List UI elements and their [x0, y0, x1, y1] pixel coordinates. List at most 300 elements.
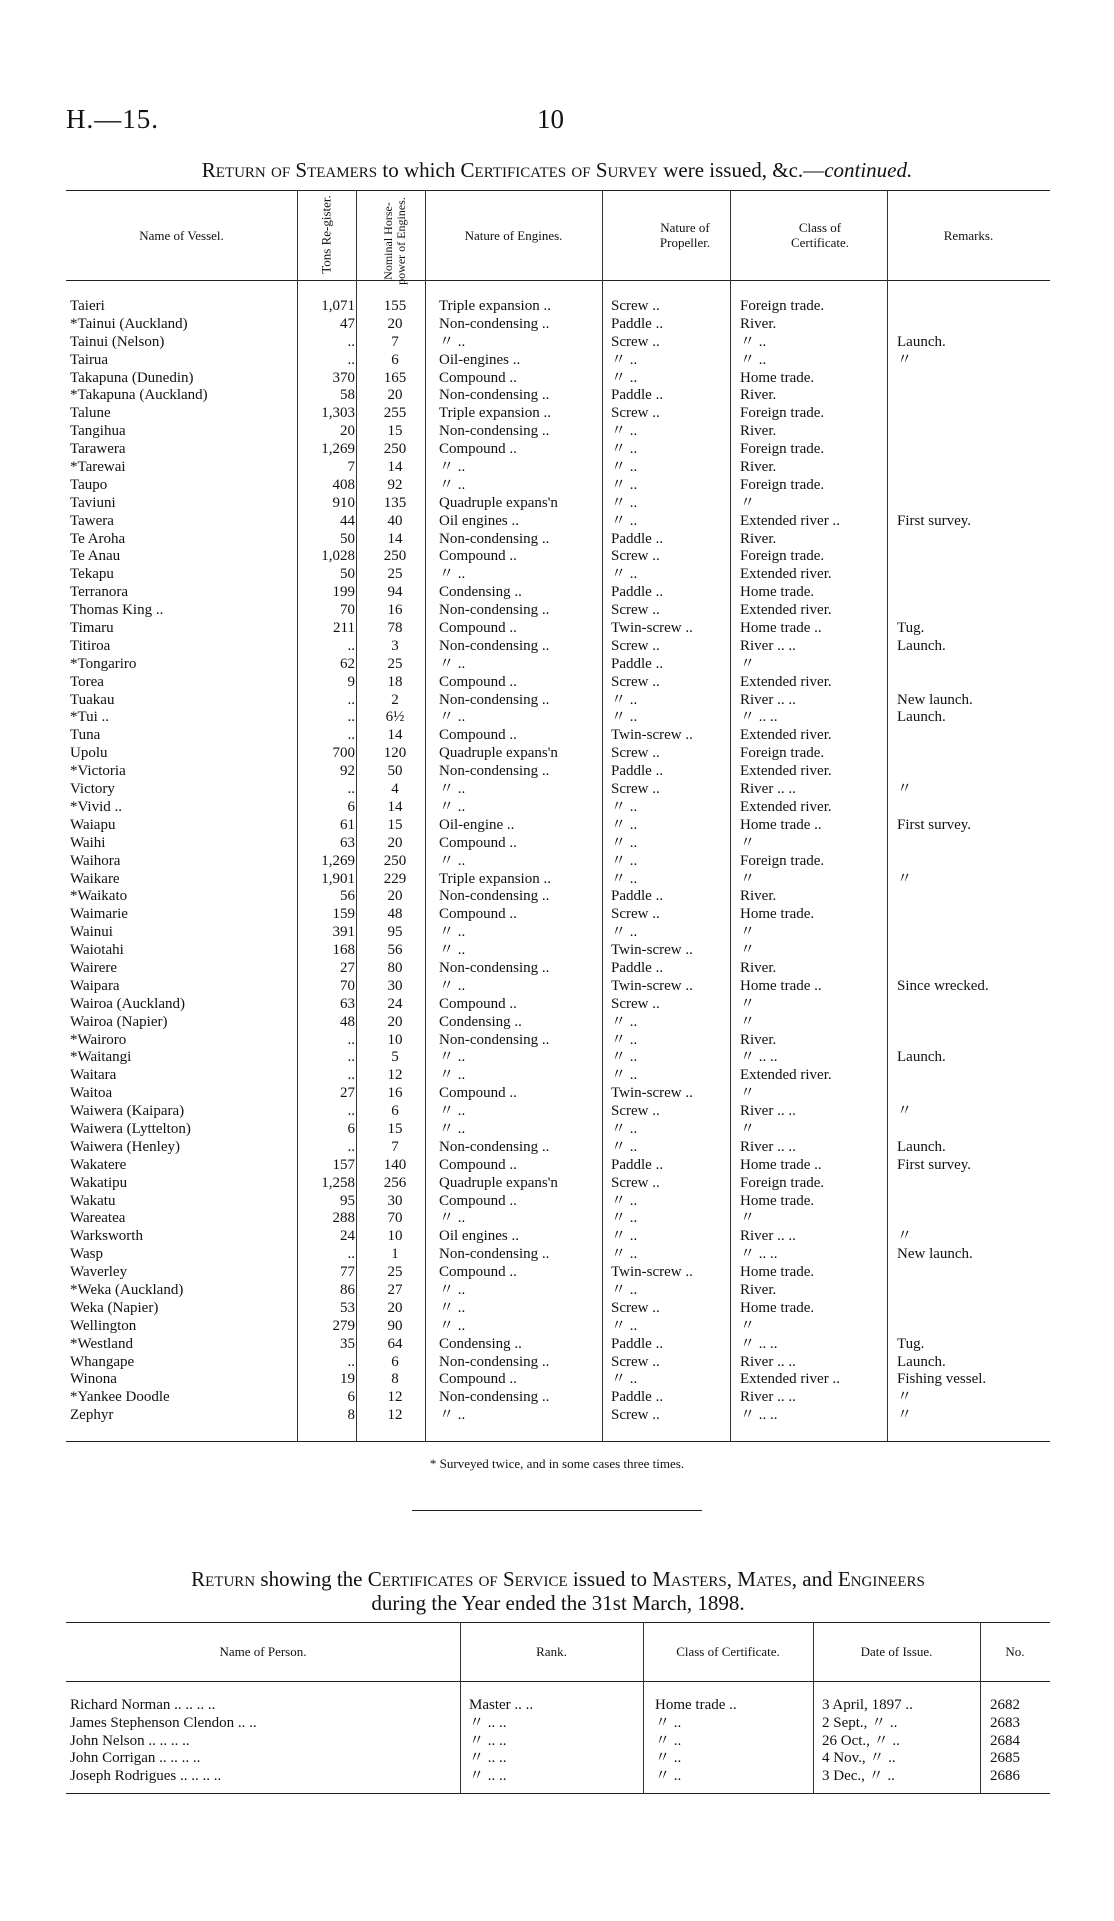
engine-type: 〃 ..	[439, 459, 466, 476]
tons-register: 6	[347, 1389, 355, 1406]
vessel-name: Zephyr	[70, 1407, 114, 1424]
table-row	[0, 423, 1114, 441]
table-row	[0, 763, 1114, 781]
propeller-type: Paddle ..	[611, 1156, 664, 1173]
table-row	[0, 1389, 1114, 1407]
tons-register: 27	[340, 1085, 355, 1102]
horse-power: 256	[383, 1174, 407, 1191]
person-name: John Nelson .. .. .. ..	[70, 1732, 190, 1749]
vessel-name: Wairoa (Auckland)	[70, 995, 185, 1012]
table-row	[0, 924, 1114, 942]
table-row	[0, 1300, 1114, 1318]
engine-type: Non-condensing ..	[439, 1389, 550, 1406]
propeller-type: 〃 ..	[611, 512, 638, 529]
engine-type: Compound ..	[439, 727, 517, 744]
table-row	[0, 1193, 1114, 1211]
horse-power: 25	[387, 655, 403, 672]
tons-register: 700	[332, 745, 355, 762]
certificate-class: 〃 ..	[655, 1732, 682, 1749]
engine-type: 〃 ..	[439, 924, 466, 941]
propeller-type: Paddle ..	[611, 959, 664, 976]
tons-register: 27	[340, 959, 355, 976]
propeller-type: Screw ..	[611, 333, 660, 350]
person-name: Richard Norman .. .. .. ..	[70, 1697, 216, 1713]
tons-register: 50	[340, 566, 355, 583]
engine-type: Triple expansion ..	[439, 405, 551, 422]
propeller-type: Screw ..	[611, 298, 660, 314]
tons-register: ..	[347, 727, 355, 744]
tons-register: 168	[332, 942, 355, 959]
vessel-name: Timaru	[70, 620, 114, 637]
tons-register: ..	[347, 1138, 355, 1155]
propeller-type: Paddle ..	[611, 315, 664, 332]
table-row	[0, 1318, 1114, 1336]
table-row	[0, 960, 1114, 978]
horse-power: 6	[391, 351, 399, 368]
certificate-class: 〃 ..	[740, 333, 767, 350]
vessel-name: *Victoria	[70, 763, 126, 780]
propeller-type: Twin-screw ..	[611, 727, 693, 744]
table-row	[0, 1768, 1114, 1786]
tons-register: 1,303	[321, 405, 355, 422]
propeller-type: 〃 ..	[611, 834, 638, 851]
certificate-class: 〃	[740, 995, 756, 1012]
propeller-type: 〃 ..	[611, 1281, 638, 1298]
certificate-class: 〃 .. ..	[740, 1049, 778, 1066]
table1-top-rule	[66, 190, 1050, 191]
tons-register: 6	[347, 798, 355, 815]
table1-header-rule	[66, 280, 1050, 281]
engine-type: Condensing ..	[439, 1013, 522, 1030]
engine-type: Non-condensing ..	[439, 959, 550, 976]
table-row	[0, 996, 1114, 1014]
tons-register: 211	[333, 620, 355, 637]
certificate-class: 〃 ..	[655, 1750, 682, 1767]
horse-power: 20	[387, 834, 403, 851]
horse-power: 155	[383, 298, 407, 314]
vessel-name: Waverley	[70, 1264, 128, 1281]
date-of-issue: 2 Sept., 〃 ..	[822, 1714, 898, 1731]
engine-type: Non-condensing ..	[439, 888, 550, 905]
vessel-name: Waipara	[70, 977, 120, 994]
certificate-class: 〃 .. ..	[740, 1246, 778, 1263]
table1-caption	[0, 158, 1114, 183]
table-row	[0, 459, 1114, 477]
engine-type: 〃 ..	[439, 1317, 466, 1334]
engine-type: Compound ..	[439, 369, 517, 386]
propeller-type: Paddle ..	[611, 1335, 664, 1352]
table-row	[0, 853, 1114, 871]
table-row	[0, 1354, 1114, 1372]
vessel-name: *Tui ..	[70, 709, 110, 726]
propeller-type: Screw ..	[611, 548, 660, 565]
table-row	[0, 942, 1114, 960]
vessel-name: Waiapu	[70, 816, 116, 833]
engine-type: Non-condensing ..	[439, 1138, 550, 1155]
engine-type: 〃 ..	[439, 781, 466, 798]
table-row	[0, 835, 1114, 853]
horse-power: 30	[387, 977, 403, 994]
certificate-class: River .. ..	[740, 781, 796, 798]
vessel-name: Tainui (Nelson)	[70, 333, 165, 350]
tons-register: 1,071	[321, 298, 355, 314]
table1-bottom-rule	[66, 1441, 1050, 1442]
certificate-class: Home trade.	[740, 906, 815, 923]
vessel-name: Waimarie	[70, 906, 128, 923]
table-row	[0, 1228, 1114, 1246]
certificate-class: River.	[740, 459, 777, 476]
engine-type: Non-condensing ..	[439, 763, 550, 780]
tons-register: ..	[347, 333, 355, 350]
engine-type: Triple expansion ..	[439, 870, 551, 887]
propeller-type: Screw ..	[611, 637, 660, 654]
table-row	[0, 1715, 1114, 1733]
remarks: 〃	[897, 870, 913, 887]
remarks: 〃	[897, 781, 913, 798]
engine-type: Compound ..	[439, 1264, 517, 1281]
certificate-class: River .. ..	[740, 1353, 796, 1370]
certificate-class: Foreign trade.	[740, 441, 825, 458]
tons-register: ..	[347, 1049, 355, 1066]
vessel-name: Talune	[70, 405, 111, 422]
date-of-issue: 26 Oct., 〃 ..	[822, 1732, 900, 1749]
remarks: Since wrecked.	[897, 977, 989, 994]
tons-register: 48	[340, 1013, 355, 1030]
caption2-text-3: and	[797, 1567, 838, 1591]
vessel-name: Waiwera (Henley)	[70, 1138, 180, 1155]
table-row	[0, 1175, 1114, 1193]
caption2-engineers: Engineers	[837, 1567, 925, 1591]
vessel-name: Terranora	[70, 584, 129, 601]
certificate-class: Extended river.	[740, 673, 832, 690]
propeller-type: Screw ..	[611, 1299, 660, 1316]
vessel-name: Tuna	[70, 727, 101, 744]
remarks: Tug.	[897, 620, 925, 637]
table-row	[0, 978, 1114, 996]
propeller-type: 〃 ..	[611, 852, 638, 869]
vessel-name: Wakatipu	[70, 1174, 128, 1191]
vessel-name: Taviuni	[70, 494, 116, 511]
vessel-name: *Westland	[70, 1335, 133, 1352]
certificate-class: 〃 ..	[655, 1768, 682, 1785]
engine-type: Compound ..	[439, 673, 517, 690]
person-name: James Stephenson Clendon .. ..	[70, 1714, 257, 1731]
caption-certificates-survey: Certificates of Survey	[460, 158, 658, 182]
table-row	[0, 781, 1114, 799]
rank: 〃 .. ..	[469, 1714, 507, 1731]
certificate-class: 〃	[740, 1013, 756, 1030]
certificate-class: Foreign trade.	[740, 548, 825, 565]
tons-register: 95	[340, 1192, 355, 1209]
horse-power: 20	[387, 888, 403, 905]
table-row	[0, 1032, 1114, 1050]
vessel-name: Weka (Napier)	[70, 1299, 159, 1316]
propeller-type: Paddle ..	[611, 387, 664, 404]
horse-power: 12	[387, 1407, 403, 1424]
tons-register: 63	[340, 834, 355, 851]
engine-type: Non-condensing ..	[439, 1246, 550, 1263]
vessel-table-body	[0, 298, 1114, 1425]
certificate-number: 2682	[990, 1697, 1020, 1713]
vessel-name: Wairere	[70, 959, 118, 976]
tons-register: 62	[340, 655, 355, 672]
engine-type: Oil engines ..	[439, 1228, 519, 1245]
horse-power: 15	[387, 423, 403, 440]
horse-power: 10	[387, 1031, 403, 1048]
horse-power: 12	[387, 1389, 403, 1406]
tons-register: 77	[340, 1264, 355, 1281]
certificate-number: 2686	[990, 1768, 1020, 1785]
caption-text: to which	[377, 158, 461, 182]
remarks: New launch.	[897, 691, 973, 708]
vessel-name: Tangihua	[70, 423, 126, 440]
engine-type: 〃 ..	[439, 1120, 466, 1137]
header-name-of-person: Name of Person.	[219, 1644, 307, 1659]
vessel-name: Wellington	[70, 1317, 137, 1334]
table-row	[0, 1733, 1114, 1751]
tons-register: 910	[332, 494, 355, 511]
certificate-class: River.	[740, 1281, 777, 1298]
table-row	[0, 298, 1114, 316]
engine-type: Non-condensing ..	[439, 423, 550, 440]
certificate-class: Foreign trade.	[740, 1174, 825, 1191]
horse-power: 250	[383, 548, 407, 565]
table-row	[0, 316, 1114, 334]
page-identifier: H.—15.	[66, 104, 159, 134]
horse-power: 6	[391, 1353, 399, 1370]
engine-type: Non-condensing ..	[439, 387, 550, 404]
table-row	[0, 817, 1114, 835]
propeller-type: 〃 ..	[611, 1067, 638, 1084]
remarks: 〃	[897, 1407, 913, 1424]
table-row	[0, 1264, 1114, 1282]
horse-power: 50	[387, 763, 403, 780]
table-row	[0, 1121, 1114, 1139]
vessel-name: Torea	[70, 673, 104, 690]
engine-type: Compound ..	[439, 1085, 517, 1102]
remarks: First survey.	[897, 816, 972, 833]
tons-register: 24	[340, 1228, 355, 1245]
table-row	[0, 513, 1114, 531]
tons-register: ..	[347, 1067, 355, 1084]
tons-register: 1,901	[321, 870, 355, 887]
vessel-name: Tairua	[70, 351, 109, 368]
tons-register: 92	[340, 763, 355, 780]
table-row	[0, 1210, 1114, 1228]
tons-register: 70	[340, 602, 355, 619]
table-row	[0, 1049, 1114, 1067]
table-row	[0, 441, 1114, 459]
propeller-type: Screw ..	[611, 906, 660, 923]
horse-power: 3	[391, 637, 399, 654]
caption-text-2: were issued, &c.—	[657, 158, 825, 182]
certificate-class: 〃 .. ..	[740, 1407, 778, 1424]
header-number: No.	[1005, 1644, 1025, 1659]
table-row	[0, 1014, 1114, 1032]
table-row	[0, 1282, 1114, 1300]
tons-register: 1,269	[321, 852, 355, 869]
propeller-type: 〃 ..	[611, 1031, 638, 1048]
table-row	[0, 1407, 1114, 1425]
tons-register: ..	[347, 351, 355, 368]
caption2-certificates-service: Certificates of Service	[367, 1567, 568, 1591]
vessel-name: Whangape	[70, 1353, 135, 1370]
engine-type: 〃 ..	[439, 798, 466, 815]
propeller-type: 〃 ..	[611, 924, 638, 941]
vessel-name: Tarawera	[70, 441, 126, 458]
certificate-number: 2684	[990, 1732, 1020, 1749]
horse-power: 14	[387, 727, 403, 744]
horse-power: 4	[391, 781, 399, 798]
certificate-class: Foreign trade.	[740, 405, 825, 422]
propeller-type: Twin-screw ..	[611, 620, 693, 637]
horse-power: 20	[387, 1299, 403, 1316]
engine-type: Compound ..	[439, 995, 517, 1012]
vessel-name: *Weka (Auckland)	[70, 1281, 184, 1298]
engine-type: Quadruple expans'n	[439, 745, 558, 762]
tons-register: 1,269	[321, 441, 355, 458]
propeller-type: 〃 ..	[611, 494, 638, 511]
propeller-type: Screw ..	[611, 1407, 660, 1424]
certificate-class: Home trade ..	[740, 1156, 822, 1173]
propeller-type: Screw ..	[611, 995, 660, 1012]
table-row	[0, 1371, 1114, 1389]
header-remarks: Remarks.	[943, 228, 994, 243]
header-date-of-issue: Date of Issue.	[860, 1644, 933, 1659]
engine-type: Non-condensing ..	[439, 530, 550, 547]
propeller-type: Screw ..	[611, 602, 660, 619]
table-row	[0, 745, 1114, 763]
table-row	[0, 1157, 1114, 1175]
table-row	[0, 602, 1114, 620]
horse-power: 135	[383, 494, 407, 511]
remarks: Launch.	[897, 1138, 946, 1155]
propeller-type: 〃 ..	[611, 798, 638, 815]
engine-type: Condensing ..	[439, 584, 522, 601]
vessel-name: Waihi	[70, 834, 106, 851]
tons-register: 408	[332, 476, 355, 493]
propeller-type: 〃 ..	[611, 423, 638, 440]
engine-type: 〃 ..	[439, 977, 466, 994]
vessel-name: Tekapu	[70, 566, 114, 583]
vessel-name: Wairoa (Napier)	[70, 1013, 168, 1030]
section-divider	[412, 1510, 702, 1511]
certificate-class: 〃	[740, 834, 756, 851]
vessel-name: Waikare	[70, 870, 120, 887]
certificate-class: 〃 ..	[655, 1714, 682, 1731]
certificate-class: Foreign trade.	[740, 745, 825, 762]
propeller-type: 〃 ..	[611, 369, 638, 386]
engine-type: Non-condensing ..	[439, 315, 550, 332]
table-row	[0, 1750, 1114, 1768]
vessel-name: Warksworth	[70, 1228, 143, 1245]
propeller-type: Twin-screw ..	[611, 1264, 693, 1281]
propeller-type: 〃 ..	[611, 566, 638, 583]
tons-register: 56	[340, 888, 355, 905]
header-nature-of-engines: Nature of Engines.	[464, 228, 563, 243]
propeller-type: 〃 ..	[611, 1317, 638, 1334]
horse-power: 140	[383, 1156, 407, 1173]
person-name: John Corrigan .. .. .. ..	[70, 1750, 201, 1767]
table-row	[0, 638, 1114, 656]
certificate-class: 〃	[740, 1317, 756, 1334]
vessel-name: *Tainui (Auckland)	[70, 315, 188, 332]
tons-register: ..	[347, 1246, 355, 1263]
horse-power: 14	[387, 459, 403, 476]
vessel-name: *Wairoro	[70, 1031, 127, 1048]
caption-continued: continued.	[824, 158, 913, 182]
vessel-name: Titiroa	[70, 637, 111, 654]
vessel-name: *Yankee Doodle	[70, 1389, 170, 1406]
tons-register: 279	[332, 1317, 355, 1334]
vessel-name: Tawera	[70, 512, 114, 529]
certificate-class: River.	[740, 315, 777, 332]
propeller-type: 〃 ..	[611, 1049, 638, 1066]
propeller-type: 〃 ..	[611, 1192, 638, 1209]
engine-type: 〃 ..	[439, 566, 466, 583]
propeller-type: 〃 ..	[611, 691, 638, 708]
horse-power: 7	[391, 1138, 399, 1155]
horse-power: 16	[387, 1085, 403, 1102]
propeller-type: Paddle ..	[611, 530, 664, 547]
vessel-name: Waihora	[70, 852, 121, 869]
tons-register: ..	[347, 781, 355, 798]
vessel-name: Taieri	[70, 298, 105, 314]
table-row	[0, 1067, 1114, 1085]
certificate-class: 〃	[740, 870, 756, 887]
tons-register: 6	[347, 1120, 355, 1137]
table2-bottom-rule	[66, 1793, 1050, 1794]
engine-type: Non-condensing ..	[439, 691, 550, 708]
propeller-type: Paddle ..	[611, 888, 664, 905]
propeller-type: Paddle ..	[611, 655, 664, 672]
tons-register: 86	[340, 1281, 355, 1298]
table-row	[0, 566, 1114, 584]
table-row	[0, 405, 1114, 423]
vessel-name: Upolu	[70, 745, 108, 762]
tons-register: 391	[332, 924, 355, 941]
horse-power: 12	[387, 1067, 403, 1084]
tons-register: 61	[340, 816, 355, 833]
certificate-class: River .. ..	[740, 1389, 796, 1406]
propeller-type: 〃 ..	[611, 1120, 638, 1137]
table-row	[0, 495, 1114, 513]
certificate-class: 〃	[740, 1120, 756, 1137]
engine-type: Oil engines ..	[439, 512, 519, 529]
engine-type: 〃 ..	[439, 1049, 466, 1066]
table-row	[0, 888, 1114, 906]
engine-type: Oil-engine ..	[439, 816, 515, 833]
vessel-name: Wakatu	[70, 1192, 116, 1209]
table-row	[0, 709, 1114, 727]
remarks: Tug.	[897, 1335, 925, 1352]
horse-power: 90	[387, 1317, 403, 1334]
tons-register: 1,028	[321, 548, 355, 565]
engine-type: 〃 ..	[439, 1210, 466, 1227]
propeller-type: 〃 ..	[611, 351, 638, 368]
engine-type: 〃 ..	[439, 852, 466, 869]
certificate-number: 2685	[990, 1750, 1020, 1767]
engine-type: Compound ..	[439, 620, 517, 637]
propeller-type: 〃 ..	[611, 1013, 638, 1030]
certificate-class: River.	[740, 530, 777, 547]
vessel-name: Waiwera (Kaipara)	[70, 1103, 185, 1120]
remarks: Launch.	[897, 1353, 946, 1370]
horse-power: 24	[387, 995, 403, 1012]
certificate-class: 〃	[740, 942, 756, 959]
horse-power: 6½	[385, 709, 405, 726]
vessel-name: Tuakau	[70, 691, 115, 708]
